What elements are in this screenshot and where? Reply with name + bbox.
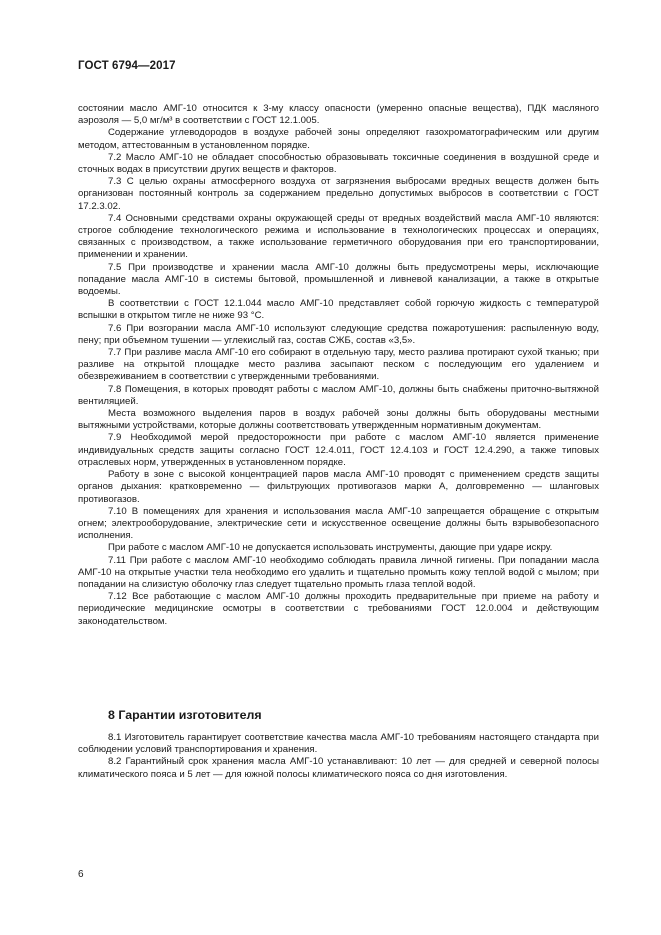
paragraph: состоянии масло АМГ-10 относится к 3-му классу опасности (умеренно опасные вещества), ПДК масляного аэрозоля — 5,0 мг/м³ в соответствии с ГОСТ 12.1.005. bbox=[78, 103, 599, 127]
paragraph: 7.12 Все работающие с маслом АМГ-10 должны проходить предварительные при приеме на работу и периодические медицинские осмотры в соответствии с требованиями ГОСТ 12.0.004 и действующим законодательством. bbox=[78, 591, 599, 627]
paragraph: В соответствии с ГОСТ 12.1.044 масло АМГ-10 представляет собой горючую жидкость с температурой вспышки в открытом тигле не ниже 93 °С. bbox=[78, 298, 599, 322]
section-7-body bbox=[78, 103, 599, 628]
paragraph: 7.5 При производстве и хранении масла АМГ-10 должны быть предусмотрены меры, исключающие попадание масла АМГ-10 в системы бытовой, промышленной и ливневой канализации, а также в открытые водоемы. bbox=[78, 261, 599, 298]
paragraph: Места возможного выделения паров в воздух рабочей зоны должны быть оборудованы местными вытяжными устройствами, которые должны соответствовать утвержденным нормативным документам. bbox=[78, 408, 599, 432]
paragraph: 7.10 В помещениях для хранения и использования масла АМГ-10 запрещается обращение с открытым огнем; электрооборудование, электрические сети и искусственное освещение должны быть взрывобезопасного исполнения. bbox=[78, 505, 599, 542]
paragraph: 7.6 При возгорании масла АМГ-10 используют следующие средства пожаротушения: распыленную воду, пену; при объемном тушении — углекислый газ, состав СЖБ, состав «3,5». bbox=[78, 322, 599, 346]
section-8-body bbox=[78, 732, 599, 781]
paragraph: Работу в зоне с высокой концентрацией паров масла АМГ-10 проводят с применением средств защиты органов дыхания: кратковременно — фильтрующих противогазов марки А, долговременно — шланговых противогазов. bbox=[78, 469, 599, 505]
paragraph: 8.2 Гарантийный срок хранения масла АМГ-10 устанавливают: 10 лет — для средней и северной полосы климатического пояса и 5 лет — для южной полосы климатического пояса со дня изготовления. bbox=[78, 756, 599, 780]
paragraph: 7.11 При работе с маслом АМГ-10 необходимо соблюдать правила личной гигиены. При попадании масла АМГ-10 на открытые участки тела необходимо его удалить и тщательно промыть кожу теплой водой с мылом; при попадании на слизистую оболочку глаз следует тщательно промыть глаза теплой водой. bbox=[78, 554, 599, 590]
paragraph: 7.8 Помещения, в которых проводят работы с маслом АМГ-10, должны быть снабжены приточно-вытяжной вентиляцией. bbox=[78, 383, 599, 407]
section-8-title: 8 Гарантии изготовителя bbox=[108, 708, 262, 722]
paragraph: 8.1 Изготовитель гарантирует соответствие качества масла АМГ-10 требованиям настоящего стандарта при соблюдении условий транспортирования и хранения. bbox=[78, 732, 599, 756]
document-code-header: ГОСТ 6794—2017 bbox=[78, 60, 176, 72]
page-number: 6 bbox=[78, 869, 84, 880]
paragraph: Содержание углеводородов в воздухе рабочей зоны определяют газохроматографическим или другим методом, аттестованным в установленном порядке. bbox=[78, 127, 599, 151]
paragraph: 7.7 При разливе масла АМГ-10 его собирают в отдельную тару, место разлива протирают сухой тканью; при разливе на открытой площадке место разлива засыпают песком с последующим его удалением и обезвреживанием в соответствии с утвержденными требованиями. bbox=[78, 347, 599, 383]
paragraph: 7.4 Основными средствами охраны окружающей среды от вредных воздействий масла АМГ-10 являются: строгое соблюдение технологического режима и использование в технологических процессах и операциях, связанных с производством, а также использование герметичного оборудования при его транспортировании, применении и хранении. bbox=[78, 212, 599, 261]
paragraph: 7.2 Масло АМГ-10 не обладает способностью образовывать токсичные соединения в воздушной среде и сточных водах в присутствии других веществ и факторов. bbox=[78, 151, 599, 176]
paragraph: При работе с маслом АМГ-10 не допускается использовать инструменты, дающие при ударе искру. bbox=[108, 542, 553, 554]
paragraph: 7.3 С целью охраны атмосферного воздуха от загрязнения выбросами вредных веществ должен быть организован постоянный контроль за содержанием предельно допустимых выбросов в соответствии с ГОСТ 17.2.3.02. bbox=[78, 176, 599, 212]
paragraph: 7.9 Необходимой мерой предосторожности при работе с маслом АМГ-10 является применение индивидуальных средств защиты согласно ГОСТ 12.4.011, ГОСТ 12.4.103 и ГОСТ 12.4.290, а также типовых отраслевых норм, утвержденных в установленном порядке. bbox=[78, 432, 599, 468]
